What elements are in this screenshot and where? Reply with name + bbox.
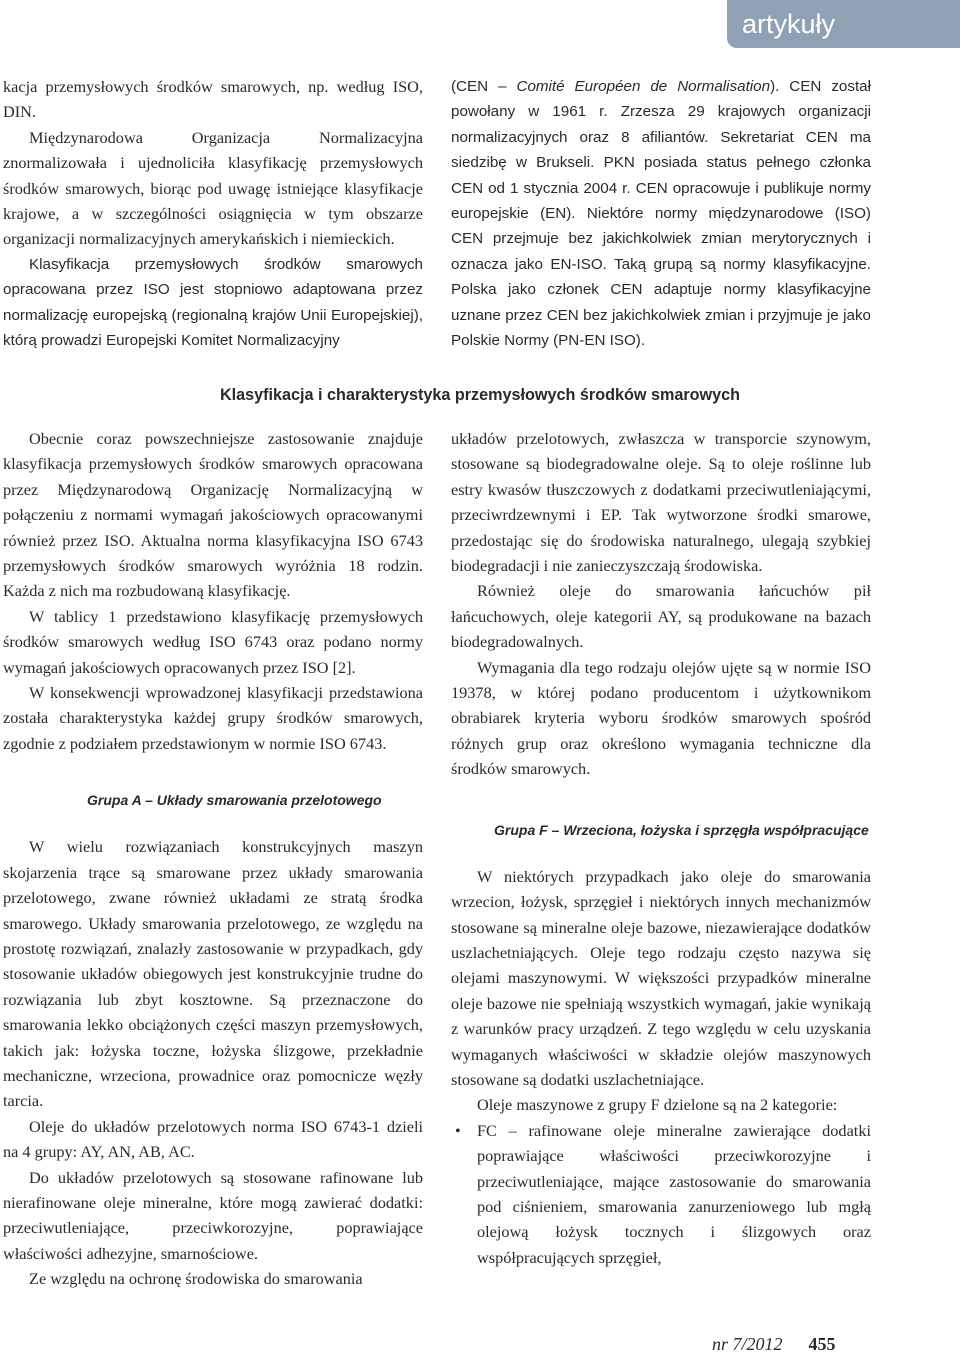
italic-term: Comité Européen de Normalisation <box>516 78 771 95</box>
paragraph: Oleje maszynowe z grupy F dzielone są na 2 kategorie: <box>477 1095 838 1115</box>
top-left-column <box>3 74 423 353</box>
lower-right-column <box>451 426 871 1270</box>
paragraph: Również oleje do smarowania łańcuchów pił łańcuchowych, oleje kategorii AY, są produkowane na bazach biodegradowalnych. <box>451 581 871 652</box>
bullet-item <box>451 1118 871 1270</box>
paragraph: kacja przemysłowych środków smarowych, np. według ISO, DIN. <box>3 77 423 122</box>
paragraph: W wielu rozwiązaniach konstrukcyjnych maszyn skojarzenia trące są smarowane przez układy smarowania przelotowego, zwane również układami ze stratą środka smarowego. Układy smarowania przelotowego, ze względu na prostotę rozwiązań, znalazły zastosowanie w przypadkach, gdy stosowanie układów obiegowych jest konstrukcyjnie trudne do rozwiązania lub zbyt kosztowne. Są przeznaczone do smarowania lekko obciążonych części maszyn przemysłowych, takich jak: łożyska toczne, łożyska ślizgowe, przekładnie mechaniczne, wrzeciona, prowadnice oraz pomocnicze węzły tarcia. <box>3 837 423 1111</box>
issue-number: nr 7/2012 <box>712 1334 783 1354</box>
paragraph: Oleje do układów przelotowych norma ISO 6743-1 dzieli na 4 grupy: AY, AN, AB, AC. <box>3 1116 423 1162</box>
paragraph <box>451 74 871 353</box>
lower-left-column <box>3 426 423 1292</box>
group-a-heading: Grupa A – Układy smarowania przelotowego <box>87 792 382 809</box>
top-right-column <box>451 74 871 353</box>
paragraph: Międzynarodowa Organizacja Normalizacyjna znormalizowała i ujednoliciła klasyfikację przemysłowych środków smarowych, biorąc pod uwagę istniejące klasyfikacje krajowe, a w szczególności osiągnięcia w tym obszarze organizacji normalizacyjnych amerykańskich i niemieckich. <box>3 127 423 249</box>
paragraph: W tablicy 1 przedstawiono klasyfikację przemysłowych środków smarowych według ISO 6743 oraz podano normy wymagań jakościowych opracowanych przez ISO [2]. <box>3 606 423 677</box>
section-title: Klasyfikacja i charakterystyka przemysłowych środków smarowych <box>219 386 741 404</box>
text-fragment: ). CEN został powołany w 1961 r. Zrzesza 29 krajowych organizacji normalizacyjnych oraz 8 afiliantów. Sekretariat CEN ma siedzibę w Brukseli. PKN posiada status pełnego członka CEN od 1 stycznia 2004 r. CEN opracowuje i publikuje normy europejskie (EN). Niektóre normy międzynarodowe (ISO) CEN przejmuje bez jakichkolwiek zmian merytorycznych i oznacza jako EN-ISO. Taką grupą są normy klasyfikacyjne. Polska jako członek CEN adaptuje normy klasyfikacyjne uznane przez CEN bez jakichkolwiek zmian i przyjmuje je jako Polskie Normy (PN-EN ISO). <box>451 78 871 350</box>
paragraph: Klasyfikacja przemysłowych środków smarowych opracowana przez ISO jest stopniowo adaptowana przez normalizację europejską (regionalną krajów Unii Europejskiej), którą prowadzi Europejski Komitet Normalizacyjny <box>3 255 423 350</box>
paragraph: Wymagania dla tego rodzaju olejów ujęte są w normie ISO 19378, w której podano producentom i użytkownikom obrabiarek kryteria wyboru środków smarowych spośród różnych grup oraz określono wymagania techniczne dla środków smarowych. <box>451 657 871 779</box>
text-fragment: (CEN – <box>451 78 517 95</box>
group-f-heading: Grupa F – Wrzeciona, łożyska i sprzęgła współpracujące <box>494 821 869 838</box>
paragraph: układów przelotowych, zwłaszcza w transporcie szynowym, stosowane są biodegradowalne oleje. Są to oleje roślinne lub estry kwasów tłuszczowych z dodatkami przeciwutleniającymi, przeciwrdzewnymi i EP. Tak wytworzone środki smarowe, przedostając się do środowiska naturalnego, ulegają szybkiej biodegradacji i nie zanieczyszczają środowiska. <box>451 429 871 576</box>
paragraph: Do układów przelotowych są stosowane rafinowane lub nierafinowane oleje mineralne, które mogą zawierać dodatki: przeciwutleniające, przeciwkorozyjne, poprawiające właściwości adhezyjne, smarnościowe. <box>3 1167 423 1263</box>
paragraph: Obecnie coraz powszechniejsze zastosowanie znajduje klasyfikacja przemysłowych środków smarowych opracowana przez Międzynarodową Organizację Normalizacyjną w połączeniu z normami wymagań jakościowych opracowanymi również przez ISO. Aktualna norma klasyfikacyjna ISO 6743 przemysłowych środków smarowych wyróżnia 18 rodzin. Każda z nich ma rozbudowaną klasyfikację. <box>3 429 423 601</box>
bullet-icon: • <box>455 1120 461 1140</box>
paragraph: W konsekwencji wprowadzonej klasyfikacji przedstawiona została charakterystyka każdej grupy środków smarowych, zgodnie z podziałem przedstawionym w normie ISO 6743. <box>3 683 423 753</box>
bullet-text: FC – rafinowane oleje mineralne zawierające dodatki poprawiające właściwości przeciwkorozyjne i przeciwutleniające, mające zastosowanie do smarowania pod ciśnieniem, smarowania zanurzeniowego lub mgłą olejową łożysk tocznych i ślizgowych oraz współpracujących sprzęgieł, <box>477 1120 871 1267</box>
page-number: 455 <box>808 1334 836 1354</box>
section-tab: artykuły <box>727 0 960 48</box>
paragraph: Ze względu na ochronę środowiska do smarowania <box>29 1269 363 1289</box>
page-footer <box>712 1334 836 1355</box>
paragraph: W niektórych przypadkach jako oleje do smarowania wrzecion, łożysk, sprzęgieł i niektórych innych mechanizmów stosowane są mineralne oleje bazowe, niezawierające dodatków uszlachetniających. Oleje tego rodzaju często nazywa się olejami maszynowymi. W większości przypadków mineralne oleje bazowe nie spełniają wszystkich wymagań, jakie wynikają z warunków pracy urządzeń. Z tego względu w celu uzyskania wymaganych właściwości w składzie olejów maszynowych stosowane są dodatki uszlachetniające. <box>451 866 871 1089</box>
